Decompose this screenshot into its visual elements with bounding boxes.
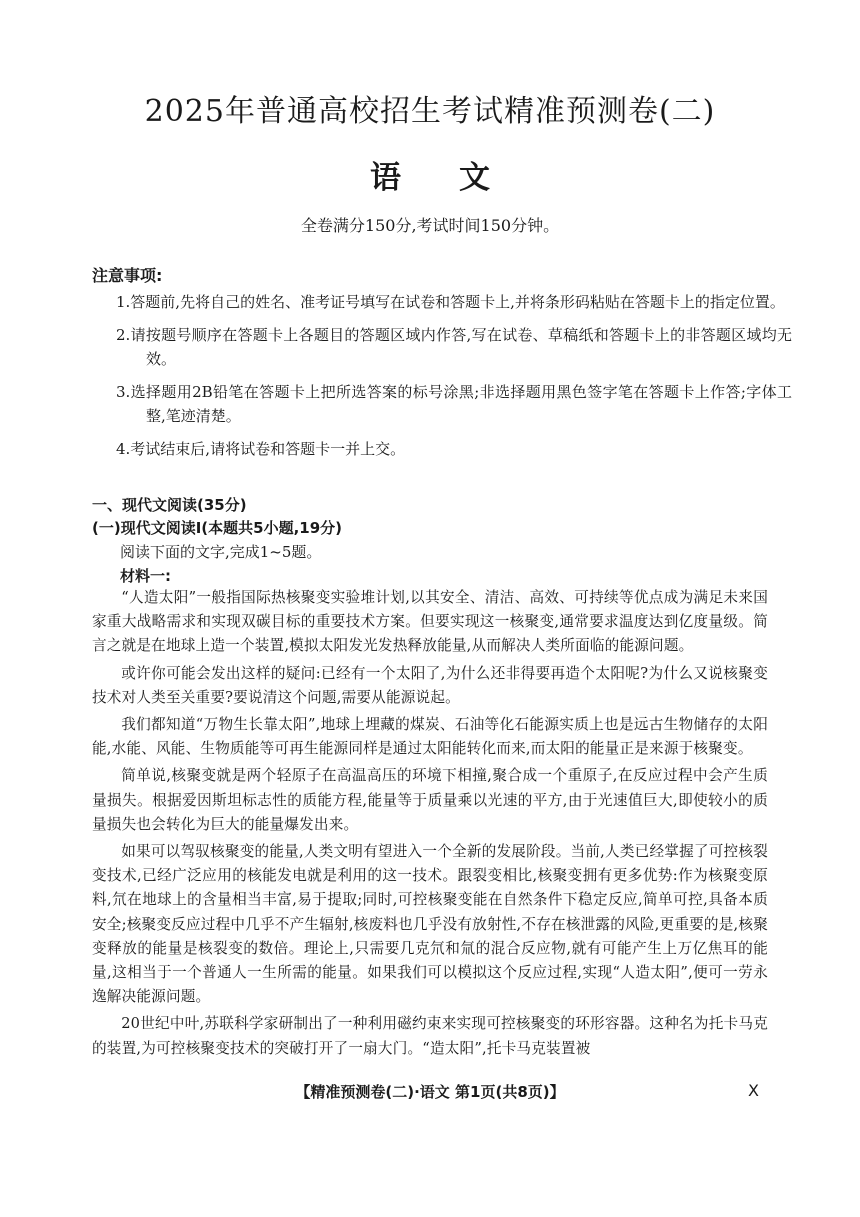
notice-list [116,290,792,469]
subsection-title: (一)现代文阅读Ⅰ(本题共5小题,19分) [92,519,343,537]
notice-item: 2.请按题号顺序在答题卡上各题目的答题区域内作答,写在试卷、草稿纸和答题卡上的非答题区域均无效。 [116,325,792,368]
passage-paragraph: 20世纪中叶,苏联科学家研制出了一种利用磁约束来实现可控核聚变的环形容器。这种名为托卡马克的装置,为可控核聚变技术的突破打开了一扇大门。“造太阳”,托卡马克装置被 [92,1015,768,1057]
subject-title: 语文 [370,160,548,196]
material-label: 材料一: [120,567,171,585]
notice-item: 1.答题前,先将自己的姓名、准考证号填写在试卷和答题卡上,并将条形码粘贴在答题卡上的指定位置。 [116,293,785,311]
passage-paragraph: 简单说,核聚变就是两个轻原子在高温高压的环境下相撞,聚合成一个重原子,在反应过程中会产生质量损失。根据爱因斯坦标志性的质能方程,能量等于质量乘以光速的平方,由于光速值巨大,即使较小的质量损失也会转化为巨大的能量爆发出来。 [92,767,768,833]
passage [92,586,768,1064]
passage-paragraph: 如果可以驾驭核聚变的能量,人类文明有望进入一个全新的发展阶段。当前,人类已经掌握了可控核裂变技术,已经广泛应用的核能发电就是利用的这一技术。跟裂变相比,核聚变拥有更多优势:作为核聚变原料,氘在地球上的含量相当丰富,易于提取;同时,可控核聚变能在自然条件下稳定反应,简单可控,具备本质安全;核聚变反应过程中几乎不产生辐射,核废料也几乎没有放射性,不存在核泄露的风险,更重要的是,核聚变释放的能量是核裂变的数倍。理论上,只需要几克氘和氚的混合反应物,就有可能产生上万亿焦耳的能量,这相当于一个普通人一生所需的能量。如果我们可以模拟这个反应过程,实现“人造太阳”,便可一劳永逸解决能源问题。 [92,843,768,1006]
part-title: 一、现代文阅读(35分) [92,496,247,514]
passage-paragraph: “人造太阳”一般指国际热核聚变实验堆计划,以其安全、清洁、高效、可持续等优点成为满足未来国家重大战略需求和实现双碳目标的重要技术方案。但要实现这一核聚变,通常要求温度达到亿度量级。简言之就是在地球上造一个装置,模拟太阳发光发热释放能量,从而解决人类所面临的能源问题。 [92,589,768,655]
page-footer: 【精准预测卷(二)·语文 第1页(共8页)】 [295,1083,565,1101]
exam-title: 2025年普通高校招生考试精准预测卷(二) [144,94,716,129]
notice-heading: 注意事项: [92,266,163,285]
reading-instruction: 阅读下面的文字,完成1~5题。 [120,543,322,561]
notice-item: 3.选择题用2B铅笔在答题卡上把所选答案的标号涂黑;非选择题用黑色签字笔在答题卡上作答;字体工整,笔迹清楚。 [116,382,792,425]
notice-item: 4.考试结束后,请将试卷和答题卡一并上交。 [116,439,406,458]
passage-paragraph: 我们都知道“万物生长靠太阳”,地球上埋藏的煤炭、石油等化石能源实质上也是远古生物储存的太阳能,水能、风能、生物质能等可再生能源同样是通过太阳能转化而来,而太阳的能量正是来源于核聚变。 [92,716,768,758]
passage-paragraph: 或许你可能会发出这样的疑问:已经有一个太阳了,为什么还非得要再造个太阳呢?为什么又说核聚变技术对人类至关重要?要说清这个问题,需要从能源说起。 [92,664,768,706]
footer-mark: X [748,1081,759,1100]
score-info: 全卷满分150分,考试时间150分钟。 [300,216,560,235]
